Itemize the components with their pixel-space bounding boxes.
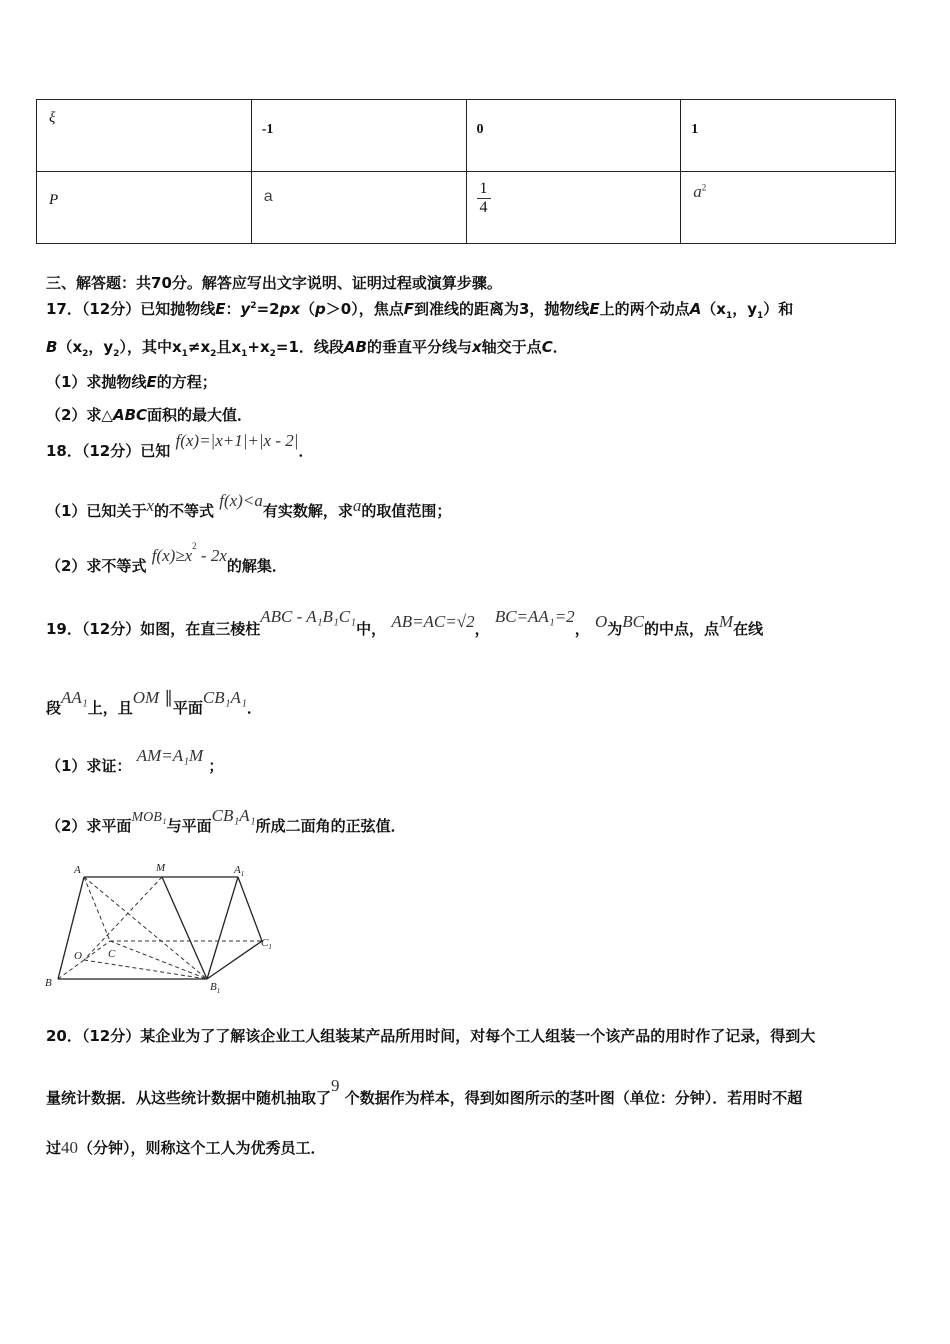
edge-O-B1 xyxy=(84,960,207,979)
label-A1: $A_1$ xyxy=(234,864,245,878)
table-cell xyxy=(251,172,466,244)
edge-A1-C1 xyxy=(238,877,262,941)
prism-figure xyxy=(40,858,290,998)
label-C: C xyxy=(108,948,116,960)
label-O: O xyxy=(74,950,82,962)
q18-part2: （2）求不等式 $f(x)\ge x^2 - 2x$的解集． xyxy=(46,541,287,575)
label-A: A xyxy=(74,864,81,876)
q17-part1: （1）求抛物线E的方程； xyxy=(46,373,217,391)
prob-quarter: $\frac{1}{4}$ xyxy=(477,180,491,217)
value-neg1: -1 xyxy=(261,122,274,137)
q20-line2: 量统计数据．从这些统计数据中随机抽取了9 个数据作为样本，得到如图所示的茎叶图（单位：分钟）．若用时不超 xyxy=(46,1076,803,1107)
edge-C1-B1 xyxy=(207,941,262,979)
q19-line1: 19．（12分）如图，在直三棱柱ABC - A₁B₁C₁中， AB=AC=√2， BC=AA₁=2， O为BC的中点，点M在线 xyxy=(46,607,764,638)
value-1: 1 xyxy=(691,122,699,137)
label-B1: $B_1$ xyxy=(210,981,221,995)
edge-A1-B1 xyxy=(207,877,238,979)
edge-A-B xyxy=(58,877,84,979)
table-cell xyxy=(681,172,896,244)
table-cell xyxy=(251,100,466,172)
table-cell xyxy=(466,100,681,172)
q18-part1: （1）已知关于x的不等式 f(x)<a有实数解，求a的取值范围； xyxy=(46,491,452,520)
table-cell xyxy=(37,100,252,172)
label-M: M xyxy=(156,862,166,874)
q19-part1: （1）求证： AM=A₁M ； xyxy=(46,746,224,775)
q19-part2: （2）求平面MOB₁与平面CB₁A₁所成二面角的正弦值． xyxy=(46,806,406,835)
table-cell xyxy=(37,172,252,244)
label-B: B xyxy=(45,977,52,989)
label-C1: $C_1$ xyxy=(261,937,272,951)
q18-line: 18．（12分）已知 f(x)=|x+1|+|x - 2|． xyxy=(46,431,314,460)
edge-A-B1 xyxy=(84,877,207,979)
table-cell xyxy=(681,100,896,172)
distribution-table xyxy=(36,99,896,244)
prob-a-squared: $a^2$ xyxy=(693,182,707,201)
value-0: 0 xyxy=(476,122,484,137)
section-heading: 三、解答题：共70分。解答应写出文字说明、证明过程或演算步骤。 xyxy=(46,274,502,292)
q17-line1: 17．（12分）已知抛物线E：$y^2=2px(p>0)$，焦点F到准线的距离为3，抛物线E上的两个动点$A(x_1$，$y_1$）和 xyxy=(46,300,794,321)
edge-M-B1 xyxy=(162,877,207,979)
q17-part2: （2）求△ABC面积的最大值． xyxy=(46,406,253,424)
q19-line2: 段AA₁上，且OM ∥平面CB₁A₁． xyxy=(46,688,262,717)
edge-M-O xyxy=(84,877,162,960)
p-label: P xyxy=(49,192,59,208)
xi-label: ξ xyxy=(49,110,56,126)
table-cell xyxy=(466,172,681,244)
q17-line2: $B(x_2$，$y_2$），其中$x_1\ne x_2$且$x_1+x_2=1$．线段AB的垂直平分线与x轴交于点C． xyxy=(46,338,568,359)
q20-line3: 过40（分钟），则称这个工人为优秀员工． xyxy=(46,1138,326,1157)
prob-a: a xyxy=(263,188,273,205)
edge-A-C xyxy=(84,877,110,941)
q20-line1: 20．（12分）某企业为了了解该企业工人组装某产品所用时间，对每个工人组装一个该产品的用时作了记录，得到大 xyxy=(46,1027,816,1045)
